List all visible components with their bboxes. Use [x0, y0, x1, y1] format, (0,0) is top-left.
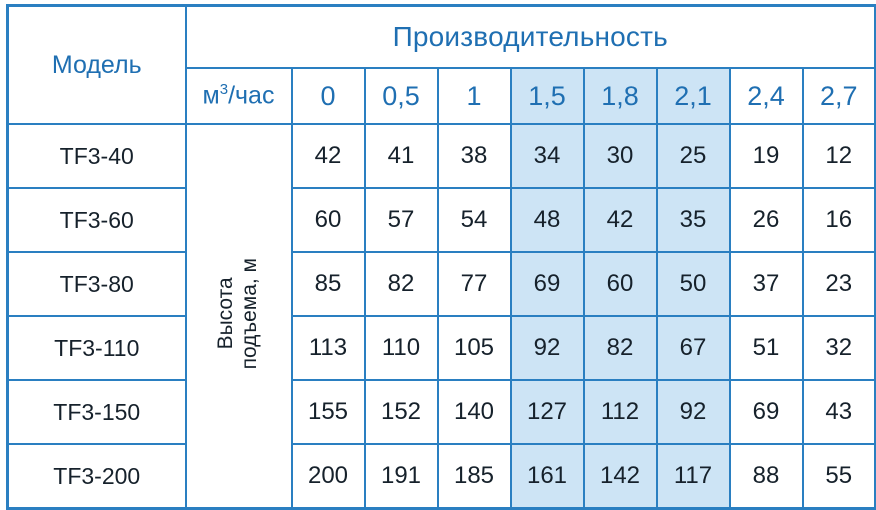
data-cell: 48: [511, 188, 584, 252]
vertical-axis-label-text: Высота подъема, м: [214, 257, 262, 370]
data-cell: 105: [438, 316, 511, 380]
data-cell: 43: [803, 380, 876, 444]
table-header-row-1: [8, 6, 876, 69]
table-row: [8, 380, 876, 444]
data-cell: 51: [730, 316, 803, 380]
data-cell: 82: [584, 316, 657, 380]
data-cell: 142: [584, 444, 657, 509]
data-cell: 82: [365, 252, 438, 316]
data-cell: 155: [292, 380, 365, 444]
header-unit: [186, 68, 292, 124]
header-flow-5: 2,1: [657, 68, 730, 124]
data-cell: 37: [730, 252, 803, 316]
data-cell: 185: [438, 444, 511, 509]
data-cell: 77: [438, 252, 511, 316]
model-name: TF3-200: [8, 444, 186, 509]
data-cell: 42: [292, 124, 365, 188]
data-cell: 50: [657, 252, 730, 316]
header-flow-2: 1: [438, 68, 511, 124]
data-cell: 16: [803, 188, 876, 252]
data-cell: 54: [438, 188, 511, 252]
data-cell: 191: [365, 444, 438, 509]
data-cell: 30: [584, 124, 657, 188]
header-unit-superscript: 3: [219, 81, 229, 99]
data-cell: 38: [438, 124, 511, 188]
data-cell: 112: [584, 380, 657, 444]
data-cell: 25: [657, 124, 730, 188]
data-cell: 69: [511, 252, 584, 316]
header-unit-rest: /час: [228, 81, 275, 110]
data-cell: 117: [657, 444, 730, 509]
data-cell: 57: [365, 188, 438, 252]
table-row: [8, 124, 876, 188]
data-cell: 92: [657, 380, 730, 444]
model-name: TF3-110: [8, 316, 186, 380]
header-performance: Производительность: [186, 6, 876, 69]
data-cell: 55: [803, 444, 876, 509]
data-cell: 92: [511, 316, 584, 380]
model-name: TF3-150: [8, 380, 186, 444]
table-row: [8, 188, 876, 252]
data-cell: 88: [730, 444, 803, 509]
data-cell: 69: [730, 380, 803, 444]
data-cell: 113: [292, 316, 365, 380]
data-cell: 42: [584, 188, 657, 252]
data-cell: 26: [730, 188, 803, 252]
model-name: TF3-40: [8, 124, 186, 188]
data-cell: 67: [657, 316, 730, 380]
vertical-axis-label: [186, 124, 292, 509]
table-row: [8, 252, 876, 316]
pump-performance-table: [6, 4, 876, 510]
data-cell: 60: [292, 188, 365, 252]
data-cell: 41: [365, 124, 438, 188]
data-cell: 200: [292, 444, 365, 509]
data-cell: 32: [803, 316, 876, 380]
data-cell: 34: [511, 124, 584, 188]
data-cell: 127: [511, 380, 584, 444]
data-cell: 23: [803, 252, 876, 316]
table-row: [8, 444, 876, 509]
model-name: TF3-80: [8, 252, 186, 316]
data-cell: 152: [365, 380, 438, 444]
table-row: [8, 316, 876, 380]
header-flow-0: 0: [292, 68, 365, 124]
header-flow-6: 2,4: [730, 68, 803, 124]
data-cell: 35: [657, 188, 730, 252]
header-flow-4: 1,8: [584, 68, 657, 124]
data-cell: 85: [292, 252, 365, 316]
header-flow-1: 0,5: [365, 68, 438, 124]
header-flow-7: 2,7: [803, 68, 876, 124]
data-cell: 60: [584, 252, 657, 316]
header-flow-3: 1,5: [511, 68, 584, 124]
data-cell: 140: [438, 380, 511, 444]
header-unit-base: м: [202, 81, 220, 110]
header-model: Модель: [8, 6, 186, 125]
data-cell: 12: [803, 124, 876, 188]
data-cell: 19: [730, 124, 803, 188]
data-cell: 161: [511, 444, 584, 509]
model-name: TF3-60: [8, 188, 186, 252]
data-cell: 110: [365, 316, 438, 380]
